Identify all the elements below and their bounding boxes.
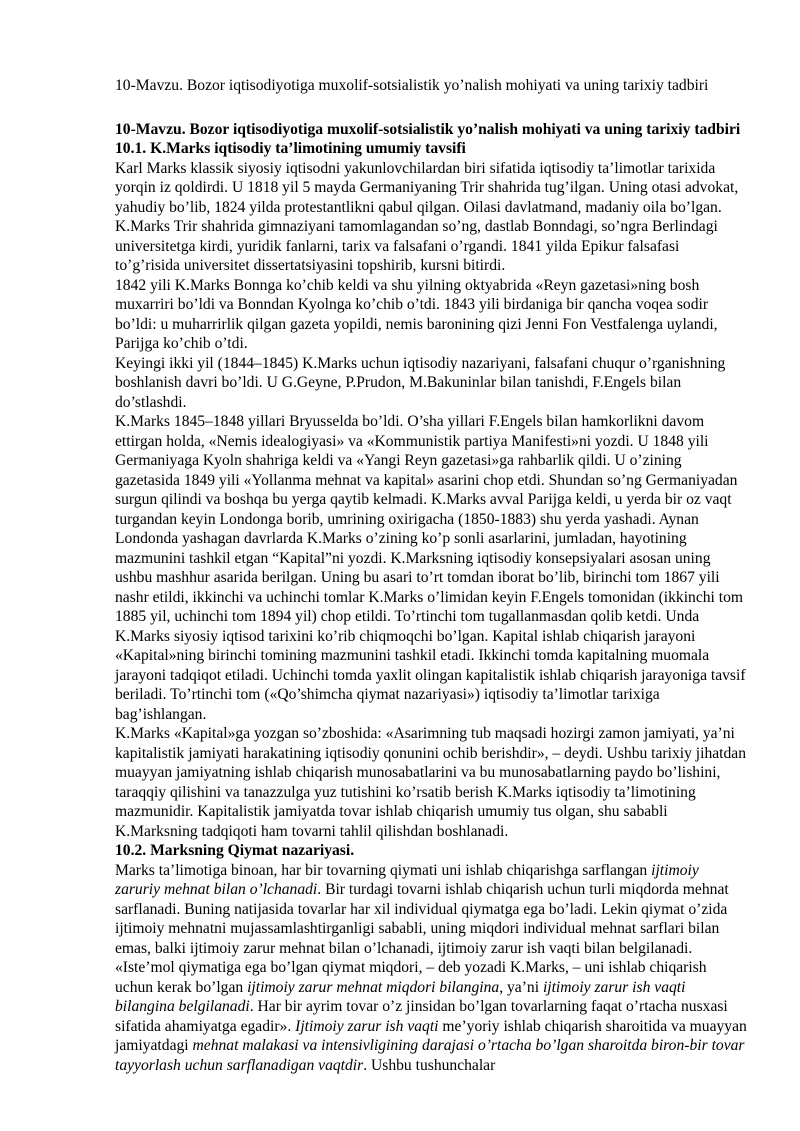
document-title: 10-Mavzu. Bozor iqtisodiyotiga muxolif-sotsialistik yo’nalish mohiyati va uning tarixiy tadbiri xyxy=(115,120,741,138)
italic-run: mehnat malakasi va intensivligining darajasi o’rtacha bo’lgan sharoitda biron-bir tovar tayyorlash uchun sarflanadigan vaqtdir xyxy=(115,1037,745,1074)
section-heading: 10.2. Marksning Qiymat nazariyasi. xyxy=(115,842,355,859)
italic-run: ijtimoiy zaruriy mehnat bilan o’lchanadi xyxy=(115,861,699,898)
text-run: me’yoriy ishlab chiqarish sharoitida va muayyan jamiyatdagi xyxy=(115,1017,747,1054)
paragraph xyxy=(115,861,747,1076)
page-header: 10-Mavzu. Bozor iqtisodiyotiga muxolif-sotsialistik yo’nalish mohiyati va uning tarixiy tadbiri xyxy=(115,77,709,94)
italic-run: ijtimoiy zarur ish vaqti bilangina belgilanadi xyxy=(115,978,686,1015)
text-run: . Bir turdagi tovarni ishlab chiqarish uchun turli miqdorda mehnat sarflanadi. Buning natijasida tovarlar har xil individual qiymatga ega bo’ladi. Lekin qiymat o’zida ijtimoiy mehnatni mujassamlashtirganligi sababli, uning miqdori individual mehnat sarflari bilan emas, balki ijtimoiy zarur mehnat bilan o’lchanadi, ijtimoiy zarur ish vaqti bilan belgilanadi. «Iste’mol qiymatiga ega bo’lgan qiymat miqdori, – deb yozadi K.Marks, – uni ishlab chiqarish uchun kerak bo’lgan xyxy=(115,881,729,996)
text-run: , ya’ni xyxy=(499,978,543,996)
text-run: . Har bir ayrim tovar o’z jinsidan bo’lgan tovarlarning faqat o’rtacha nusxasi sifatida ahamiyatga egadir». xyxy=(115,998,728,1035)
italic-run: ijtimoiy zarur mehnat miqdori bilangina xyxy=(247,978,500,996)
paragraph: K.Marks 1845–1848 yillari Bryusselda bo’ldi. O’sha yillari F.Engels bilan hamkorlikni davom ettirgan holda, «Nemis idealogiyasi» va «Kommunistik partiya Manifesti»ni yozdi. U 1848 yili Germaniyaga Kyoln shahriga keldi va «Yangi Reyn gazetasi»ga rahbarlik qildi. U o’zining gazetasida 1849 yili «Yollanma mehnat va kapital» asarini chop etdi. Shundan so’ng Germaniyadan surgun qilindi va boshqa bu yerga qaytib kelmadi. K.Marks avval Parijga keldi, u yerda bir oz vaqt turgandan keyin Londonga borib, umrining oxirigacha (1850-1883) shu yerda yashadi. Aynan Londonda yashagan davrlarda K.Marks o’zining ko’p sonli asarlarini, jumladan, hayotining mazmunini tashkil etgan “Kapital”ni yozdi. K.Marksning iqtisodiy konsepsiyalari asosan uning ushbu mashhur asarida berilgan. Uning bu asari to’rt tomdan iborat bo’lib, birinchi tom 1867 yili nashr etildi, ikkinchi va uchinchi tomlar K.Marks o’limidan keyin F.Engels tomonidan (ikkinchi tom 1885 yil, uchinchi tom 1894 yil) chop etildi. To’rtinchi tom tugallanmasdan qolib ketdi. Unda K.Marks siyosiy iqtisod tarixini ko’rib chiqmoqchi bo’lgan. Kapital ishlab chiqarish jarayoni «Kapital»ning birinchi tomining mazmunini tashkil etadi. Ikkinchi tomda kapitalning muomala jarayoni tadqiqot etiladi. Uchinchi tomda yaxlit olingan kapitalistik ishlab chiqarish jarayoniga tavsif beriladi. To’rtinchi tom («Qo’shimcha qiymat nazariyasi») iqtisodiy ta’limotlar tarixiga bag’ishlangan. xyxy=(115,413,746,723)
text-run: Marks ta’limotiga binoan, har bir tovarning qiymati uni ishlab chiqarishga sarflangan xyxy=(115,861,652,879)
document-page xyxy=(115,70,747,1075)
paragraph: Karl Marks klassik siyosiy iqtisodni yakunlovchilardan biri sifatida iqtisodiy ta’limotlar tarixida yorqin iz qoldirdi. U 1818 yil 5 mayda Germaniyaning Trir shahrida tug’ilgan. Uning otasi advokat, yahudiy bo’lib, 1824 yilda protestantlikni qabul qilgan. Oilasi davlatmand, madaniy oila bo’lgan. K.Marks Trir shahrida gimnaziyani tamomlagandan so’ng, dastlab Bonndagi, so’ngra Berlindagi universitetga kirdi, yuridik fanlarni, tarix va falsafani o’rgandi. 1841 yilda Epikur falsafasi to’g’risida universitet dissertatsiyasini topshirib, kursni bitirdi. xyxy=(115,159,739,274)
paragraph: Keyingi ikki yil (1844–1845) K.Marks uchun iqtisodiy nazariyani, falsafani chuqur o’rganishning boshlanish davri bo’ldi. U G.Geyne, P.Prudon, M.Bakuninlar bilan tanishdi, F.Engels bilan do’stlashdi. xyxy=(115,354,726,411)
section-heading: 10.1. K.Marks iqtisodiy ta’limotining umumiy tavsifi xyxy=(115,140,466,157)
paragraph: 1842 yili K.Marks Bonnga ko’chib keldi va shu yilning oktyabrida «Reyn gazetasi»ning bosh muxarriri bo’ldi va Bonndan Kyolnga ko’chib o’tdi. 1843 yili birdaniga bir qancha voqea sodir bo’ldi: u muharrirlik qilgan gazeta yopildi, nemis baronining qizi Jenni Fon Vestfalenga uylandi, Parijga ko’chib o’tdi. xyxy=(115,276,718,352)
text-run: . Ushbu tushunchalar xyxy=(363,1056,496,1074)
paragraph: K.Marks «Kapital»ga yozgan so’zboshida: «Asarimning tub maqsadi hozirgi zamon jamiyati, ya’ni kapitalistik jamiyati harakatining iqtisodiy qonunini ochib berishdir», – deydi. Ushbu tarixiy jihatdan muayyan jamiyatning ishlab chiqarish munosabatlarini va bu munosabatlarning paydo bo’lishini, taraqqiy qilishini va tanazzulga yuz tutishini ko’rsatib berish K.Marks iqtisodiy ta’limotining mazmunidir. Kapitalistik jamiyatda tovar ishlab chiqarish umumiy tus olgan, shu sababli K.Marksning tadqiqoti ham tovarni tahlil qilishdan boshlanadi. xyxy=(115,725,747,840)
italic-run: Ijtimoiy zarur ish vaqti xyxy=(295,1017,439,1035)
